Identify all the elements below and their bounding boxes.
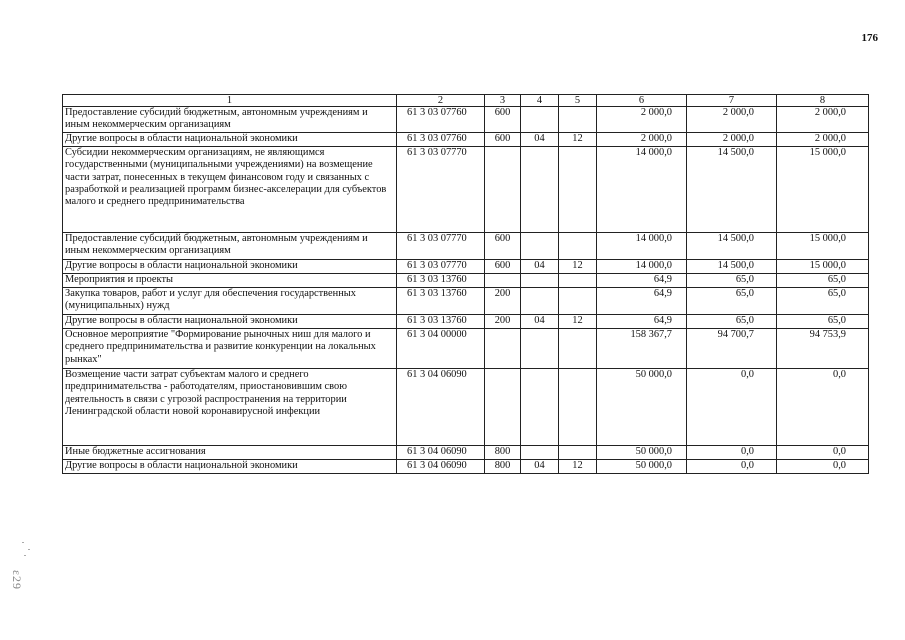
amount-year1-cell: 50 000,0 bbox=[597, 446, 687, 460]
row-name-cell: Предоставление субсидий бюджетным, автономным учреждениям и иным некоммерческим организациям bbox=[63, 107, 397, 133]
table-row bbox=[63, 329, 869, 369]
row-name-cell: Иные бюджетные ассигнования bbox=[63, 446, 397, 460]
subsection-cell: 12 bbox=[559, 460, 597, 474]
subsection-cell: 12 bbox=[559, 133, 597, 147]
expense-type-cell bbox=[485, 329, 521, 369]
expense-type-cell: 200 bbox=[485, 288, 521, 315]
table-row bbox=[63, 107, 869, 133]
target-article-code-cell: 61 3 03 13760 bbox=[397, 315, 485, 329]
amount-year2-cell: 0,0 bbox=[687, 446, 777, 460]
header-cell: 2 bbox=[397, 95, 485, 107]
amount-year3-cell: 2 000,0 bbox=[777, 107, 869, 133]
expense-type-cell: 600 bbox=[485, 233, 521, 260]
amount-year1-cell: 50 000,0 bbox=[597, 369, 687, 446]
header-cell: 1 bbox=[63, 95, 397, 107]
section-cell: 04 bbox=[521, 460, 559, 474]
subsection-cell bbox=[559, 147, 597, 233]
header-row bbox=[63, 95, 869, 107]
scan-specks bbox=[20, 540, 36, 560]
section-cell bbox=[521, 446, 559, 460]
section-cell bbox=[521, 147, 559, 233]
header-cell: 6 bbox=[597, 95, 687, 107]
subsection-cell bbox=[559, 274, 597, 288]
row-name-cell: Возмещение части затрат субъектам малого и среднего предпринимательства - работодателям, приостановившим свою деятельность в связи с угрозой распространения на территории Ленинградской области новой коронавирусной инфекции bbox=[63, 369, 397, 446]
row-name-cell: Мероприятия и проекты bbox=[63, 274, 397, 288]
subsection-cell bbox=[559, 233, 597, 260]
table-row bbox=[63, 274, 869, 288]
table-row bbox=[63, 369, 869, 446]
amount-year3-cell: 15 000,0 bbox=[777, 260, 869, 274]
amount-year3-cell: 2 000,0 bbox=[777, 133, 869, 147]
expense-type-cell: 600 bbox=[485, 107, 521, 133]
expense-type-cell: 800 bbox=[485, 460, 521, 474]
section-cell bbox=[521, 233, 559, 260]
section-cell: 04 bbox=[521, 133, 559, 147]
amount-year2-cell: 65,0 bbox=[687, 315, 777, 329]
amount-year1-cell: 14 000,0 bbox=[597, 147, 687, 233]
row-name-cell: Основное мероприятие "Формирование рыночных ниш для малого и среднего предпринимательства и развитие конкуренции на локальных рынках" bbox=[63, 329, 397, 369]
table-row bbox=[63, 133, 869, 147]
header-cell: 5 bbox=[559, 95, 597, 107]
amount-year1-cell: 64,9 bbox=[597, 315, 687, 329]
amount-year1-cell: 158 367,7 bbox=[597, 329, 687, 369]
amount-year3-cell: 15 000,0 bbox=[777, 147, 869, 233]
row-name-cell: Субсидии некоммерческим организациям, не являющимся государственными (муниципальными учреждениями) на возмещение части затрат, понесенных в текущем финансовом году и связанных с разработкой и реализацией программ бизнес-акселерации для субъектов малого и среднего предпринимательства bbox=[63, 147, 397, 233]
subsection-cell bbox=[559, 107, 597, 133]
subsection-cell: 12 bbox=[559, 315, 597, 329]
budget-table bbox=[62, 94, 869, 474]
amount-year1-cell: 14 000,0 bbox=[597, 233, 687, 260]
row-name-cell: Другие вопросы в области национальной экономики bbox=[63, 260, 397, 274]
subsection-cell bbox=[559, 288, 597, 315]
section-cell bbox=[521, 329, 559, 369]
subsection-cell bbox=[559, 446, 597, 460]
amount-year3-cell: 0,0 bbox=[777, 369, 869, 446]
amount-year1-cell: 2 000,0 bbox=[597, 133, 687, 147]
amount-year2-cell: 2 000,0 bbox=[687, 133, 777, 147]
amount-year1-cell: 2 000,0 bbox=[597, 107, 687, 133]
subsection-cell bbox=[559, 369, 597, 446]
row-name-cell: Другие вопросы в области национальной экономики bbox=[63, 133, 397, 147]
subsection-cell bbox=[559, 329, 597, 369]
table-row bbox=[63, 315, 869, 329]
target-article-code-cell: 61 3 03 07760 bbox=[397, 133, 485, 147]
expense-type-cell bbox=[485, 369, 521, 446]
amount-year2-cell: 65,0 bbox=[687, 274, 777, 288]
target-article-code-cell: 61 3 03 07760 bbox=[397, 107, 485, 133]
target-article-code-cell: 61 3 04 06090 bbox=[397, 369, 485, 446]
target-article-code-cell: 61 3 03 07770 bbox=[397, 233, 485, 260]
expense-type-cell: 600 bbox=[485, 133, 521, 147]
section-cell bbox=[521, 288, 559, 315]
row-name-cell: Другие вопросы в области национальной экономики bbox=[63, 315, 397, 329]
table-row bbox=[63, 288, 869, 315]
section-cell bbox=[521, 274, 559, 288]
table-body bbox=[63, 107, 869, 474]
margin-handwritten-mark: ε29 bbox=[10, 570, 24, 591]
target-article-code-cell: 61 3 04 06090 bbox=[397, 460, 485, 474]
amount-year1-cell: 64,9 bbox=[597, 274, 687, 288]
page-number: 176 bbox=[861, 32, 878, 44]
amount-year2-cell: 2 000,0 bbox=[687, 107, 777, 133]
header-cell: 8 bbox=[777, 95, 869, 107]
expense-type-cell bbox=[485, 147, 521, 233]
target-article-code-cell: 61 3 03 13760 bbox=[397, 274, 485, 288]
table-row bbox=[63, 446, 869, 460]
amount-year1-cell: 14 000,0 bbox=[597, 260, 687, 274]
amount-year2-cell: 0,0 bbox=[687, 369, 777, 446]
subsection-cell: 12 bbox=[559, 260, 597, 274]
expense-type-cell bbox=[485, 274, 521, 288]
section-cell: 04 bbox=[521, 260, 559, 274]
target-article-code-cell: 61 3 03 13760 bbox=[397, 288, 485, 315]
amount-year3-cell: 15 000,0 bbox=[777, 233, 869, 260]
expense-type-cell: 600 bbox=[485, 260, 521, 274]
amount-year2-cell: 14 500,0 bbox=[687, 147, 777, 233]
target-article-code-cell: 61 3 03 07770 bbox=[397, 147, 485, 233]
amount-year2-cell: 0,0 bbox=[687, 460, 777, 474]
row-name-cell: Другие вопросы в области национальной экономики bbox=[63, 460, 397, 474]
amount-year3-cell: 0,0 bbox=[777, 446, 869, 460]
target-article-code-cell: 61 3 04 06090 bbox=[397, 446, 485, 460]
amount-year2-cell: 14 500,0 bbox=[687, 260, 777, 274]
table-row bbox=[63, 147, 869, 233]
header-cell: 7 bbox=[687, 95, 777, 107]
header-cell: 3 bbox=[485, 95, 521, 107]
target-article-code-cell: 61 3 03 07770 bbox=[397, 260, 485, 274]
section-cell bbox=[521, 369, 559, 446]
row-name-cell: Закупка товаров, работ и услуг для обеспечения государственных (муниципальных) нужд bbox=[63, 288, 397, 315]
table-row bbox=[63, 233, 869, 260]
amount-year2-cell: 65,0 bbox=[687, 288, 777, 315]
amount-year3-cell: 65,0 bbox=[777, 315, 869, 329]
amount-year3-cell: 0,0 bbox=[777, 460, 869, 474]
section-cell bbox=[521, 107, 559, 133]
amount-year3-cell: 94 753,9 bbox=[777, 329, 869, 369]
amount-year3-cell: 65,0 bbox=[777, 274, 869, 288]
amount-year2-cell: 14 500,0 bbox=[687, 233, 777, 260]
amount-year1-cell: 50 000,0 bbox=[597, 460, 687, 474]
table-row bbox=[63, 260, 869, 274]
section-cell: 04 bbox=[521, 315, 559, 329]
expense-type-cell: 800 bbox=[485, 446, 521, 460]
expense-type-cell: 200 bbox=[485, 315, 521, 329]
row-name-cell: Предоставление субсидий бюджетным, автономным учреждениям и иным некоммерческим организациям bbox=[63, 233, 397, 260]
target-article-code-cell: 61 3 04 00000 bbox=[397, 329, 485, 369]
amount-year3-cell: 65,0 bbox=[777, 288, 869, 315]
table-row bbox=[63, 460, 869, 474]
header-cell: 4 bbox=[521, 95, 559, 107]
amount-year2-cell: 94 700,7 bbox=[687, 329, 777, 369]
amount-year1-cell: 64,9 bbox=[597, 288, 687, 315]
